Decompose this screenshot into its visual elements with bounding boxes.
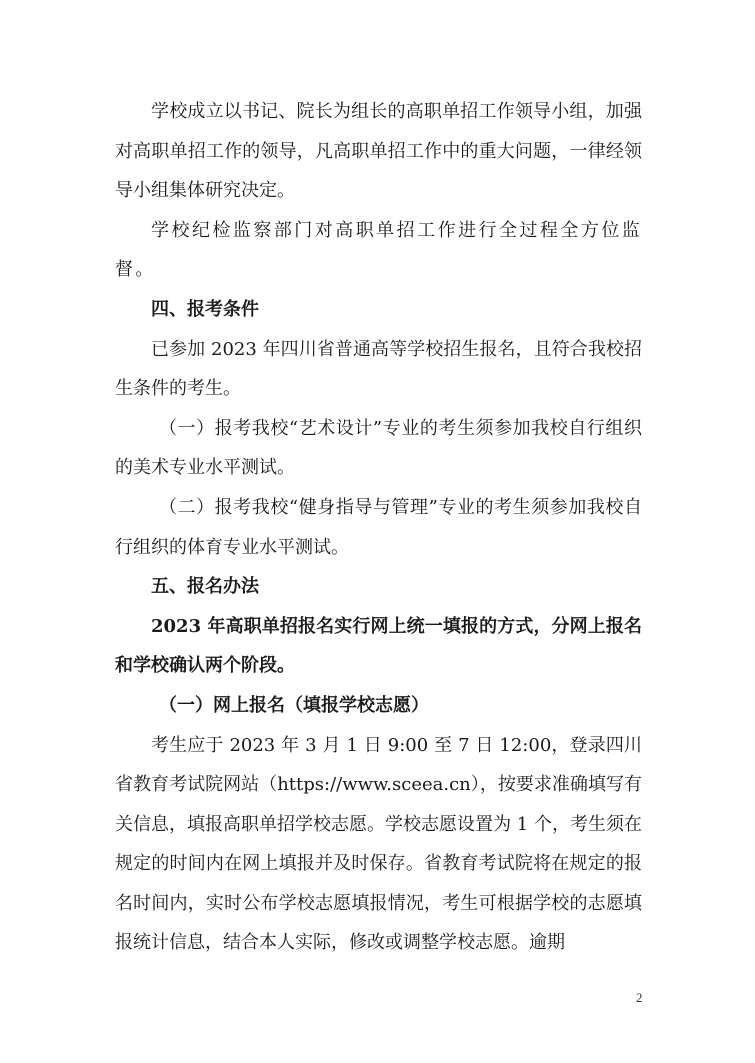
section-heading-registration: 五、报名办法 [151, 576, 259, 598]
paragraph-eligibility: 已参加 2023 年四川省普通高等学校招生报名，且符合我校招生条件的考生。 [115, 338, 642, 400]
subheading-online-registration: （一）网上报名（填报学校志愿） [159, 694, 429, 716]
paragraph-supervision: 学校纪检监察部门对高职单招工作进行全过程全方位监督。 [115, 219, 642, 281]
section-heading-eligibility: 四、报考条件 [151, 298, 259, 320]
paragraph-registration-method: 2023 年高职单招报名实行网上统一填报的方式，分网上报名和学校确认两个阶段。 [115, 615, 642, 677]
paragraph-art-design-test: （一）报考我校“艺术设计”专业的考生须参加我校自行组织的美术专业水平测试。 [115, 417, 642, 479]
document-body [115, 92, 642, 963]
paragraph-online-registration: 考生应于 2023 年 3 月 1 日 9:00 至 7 日 12:00，登录四川省教育考试院网站（https://www.sceea.cn），按要求准确填写有关信息，填报高职单招学校志愿。学校志愿设置为 1 个，考生须在规定的时间内在网上填报并及时保存。省教育考试院将在规定的报名时间内，实时公布学校志愿填报情况，考生可根据学校的志愿填报统计信息，结合本人实际，修改或调整学校志愿。逾期 [115, 734, 642, 954]
paragraph-fitness-test: （二）报考我校“健身指导与管理”专业的考生须参加我校自行组织的体育专业水平测试。 [115, 496, 642, 558]
page-number: 2 [636, 990, 643, 1005]
paragraph-leadership-group: 学校成立以书记、院长为组长的高职单招工作领导小组，加强对高职单招工作的领导，凡高职单招工作中的重大问题，一律经领导小组集体研究决定。 [115, 101, 642, 202]
